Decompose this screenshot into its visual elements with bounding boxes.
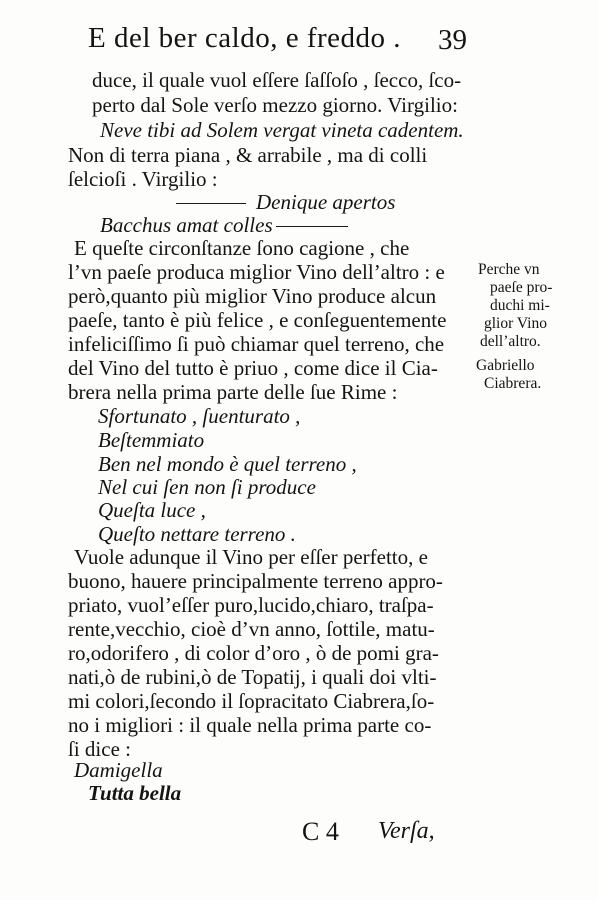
text-line: priato, vuol’eſſer puro,lucido,chiaro, traſpa- bbox=[68, 593, 434, 617]
text-line: ro,odorifero , di color d’oro , ò de pomi gra- bbox=[68, 641, 439, 665]
margin-note-line: glior Vino bbox=[484, 315, 547, 332]
margin-note-line: paeſe pro- bbox=[490, 279, 553, 296]
text-line: nati,ò de rubini,ò de Topatij, i quali doi vlti- bbox=[68, 665, 437, 689]
running-title: E del ber caldo, e freddo . bbox=[88, 22, 402, 54]
text-line: buono, hauere principalmente terreno appro- bbox=[68, 569, 443, 593]
text-line: del Vino del tutto è priuo , come dice il Cia- bbox=[68, 356, 438, 380]
text-line: infeliciſſimo ſi può chiamar quel terreno, che bbox=[68, 332, 445, 356]
verse-line: Queſto nettare terreno . bbox=[98, 522, 296, 546]
text-line: no i migliori : il quale nella prima parte co- bbox=[68, 713, 432, 737]
verse-line: Queſta luce , bbox=[98, 498, 206, 522]
verse-line: Sfortunato , ſuenturato , bbox=[98, 404, 301, 428]
text-line: mi colori,ſecondo il ſopracitato Ciabrera,ſo- bbox=[68, 689, 435, 713]
verse-line: Nel cui ſen non ſi produce bbox=[98, 475, 316, 499]
text-line: ſi dice : bbox=[68, 737, 131, 761]
verse-line: Tutta bella bbox=[88, 781, 182, 805]
text-line: ſelcioſi . Virgilio : bbox=[68, 167, 218, 191]
signature-mark: C 4 bbox=[302, 817, 339, 846]
verse-line: Bacchus amat colles bbox=[100, 213, 273, 237]
text-line: brera nella prima parte delle ſue Rime : bbox=[68, 380, 398, 404]
text-line: perto dal Sole verſo mezzo giorno. Virgilio: bbox=[92, 93, 458, 117]
verse-line: Damigella bbox=[74, 758, 163, 782]
margin-note-line: Perche vn bbox=[478, 261, 540, 278]
margin-note-line: Gabriello bbox=[476, 357, 535, 374]
verse-line: Ben nel mondo è quel terreno , bbox=[98, 452, 357, 476]
text-line: però,quanto più miglior Vino produce alcun bbox=[68, 284, 437, 308]
text-line: Non di terra piana , & arrabile , ma di colli bbox=[68, 143, 428, 167]
page-number: 39 bbox=[438, 24, 467, 56]
text-line: Vuole adunque il Vino per eſſer perfetto, e bbox=[74, 545, 428, 569]
verse-line: Denique apertos bbox=[256, 190, 396, 214]
catchword: Verſa, bbox=[378, 818, 435, 844]
text-line: paeſe, tanto è più felice , e conſeguentemente bbox=[68, 308, 447, 332]
text-line: l’vn paeſe produca miglior Vino dell’altro : e bbox=[68, 260, 445, 284]
verse-line: Beſtemmiato bbox=[98, 428, 205, 452]
text-line: duce, il quale vuol eſſere ſaſſoſo , ſecco, ſco- bbox=[92, 68, 462, 92]
margin-note-line: duchi mi- bbox=[490, 297, 550, 314]
verse-line: Neve tibi ad Solem vergat vineta cadentem. bbox=[100, 118, 464, 142]
margin-note-line: dell’altro. bbox=[480, 333, 541, 350]
margin-note-line: Ciabrera. bbox=[484, 375, 542, 392]
text-line: rente,vecchio, cioè d’vn anno, ſottile, matu- bbox=[68, 617, 435, 641]
dash-rule bbox=[276, 226, 348, 227]
dash-rule bbox=[176, 203, 246, 204]
text-line: E queſte circonſtanze ſono cagione , che bbox=[74, 236, 410, 260]
